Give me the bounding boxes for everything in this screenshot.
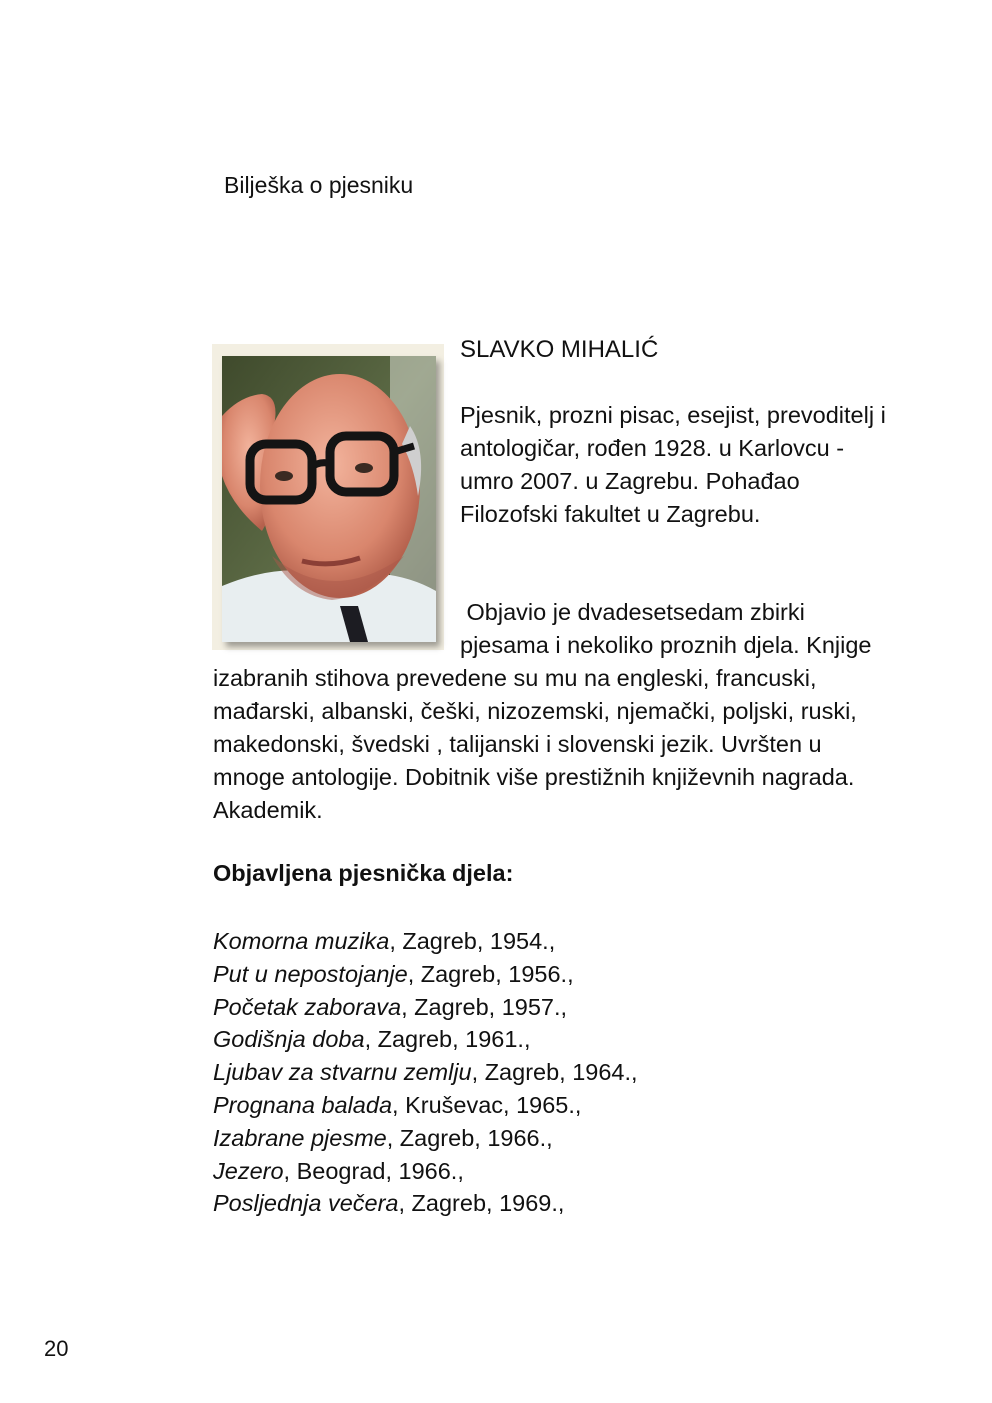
publication-paragraph (213, 596, 893, 827)
list-item: Godišnja doba, Zagreb, 1961., (213, 1026, 531, 1053)
works-list (213, 925, 638, 1220)
list-item: Put u nepostojanje, Zagreb, 1956., (213, 960, 574, 987)
list-item: Komorna muzika, Zagreb, 1954., (213, 928, 556, 954)
list-item: Ljubav za stvarnu zemlju, Zagreb, 1964., (213, 1059, 638, 1086)
image-wrap-spacer (213, 596, 460, 662)
list-item: Posljednja večera, Zagreb, 1969., (213, 1190, 565, 1217)
list-item: Jezero, Beograd, 1966., (213, 1157, 464, 1184)
list-item: Prognana balada, Kruševac, 1965., (213, 1091, 582, 1118)
list-item: Izabrane pjesme, Zagreb, 1966., (213, 1124, 553, 1151)
list-item: Početak zaborava, Zagreb, 1957., (213, 993, 568, 1020)
page-number: 20 (44, 1336, 69, 1361)
bio-paragraph: Pjesnik, prozni pisac, esejist, prevoditelj i antologičar, rođen 1928. u Karlovcu - umro 2007. u Zagrebu. Pohađao Filozofski fakultet u Zagrebu. (460, 402, 886, 527)
publication-text: Objavio je dvadesetsedam zbirki pjesama i nekoliko proznih djela. Knjige izabranih stihova prevedene su mu na engleski, francuski, mađarski, albanski, češki, nizozemski, njemački, poljski, ruski, makedonski, švedski , talijanski i slovenski jezik. Uvršten u mnoge antologije. Dobitnik više prestižnih književnih nagrada. Akademik. (213, 599, 872, 823)
section-title: Bilješka o pjesniku (224, 172, 414, 198)
author-name: SLAVKO MIHALIĆ (460, 336, 659, 363)
works-heading: Objavljena pjesnička djela: (213, 860, 514, 886)
